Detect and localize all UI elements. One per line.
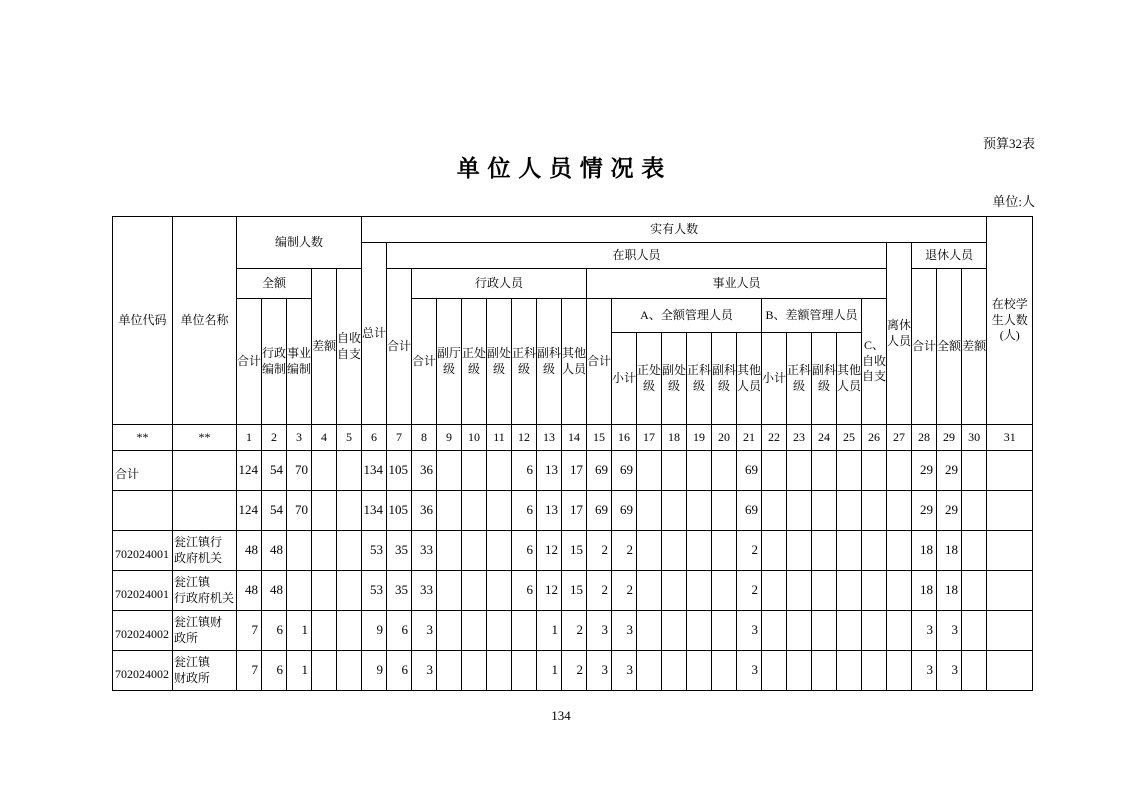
- col-star-code: **: [113, 425, 173, 451]
- value-cell: [337, 571, 362, 611]
- header-inservice-total: 合计: [387, 269, 412, 425]
- col-number-cell: 17: [637, 425, 662, 451]
- value-cell: 12: [537, 571, 562, 611]
- page-number: 134: [551, 708, 571, 723]
- value-cell: [862, 531, 887, 571]
- value-cell: [312, 611, 337, 651]
- unit-name-cell: 瓮江镇财 政所: [173, 611, 237, 651]
- col-number-cell: 2: [262, 425, 287, 451]
- value-cell: 3: [912, 651, 937, 691]
- header-b-other-staff: 其他人员: [837, 333, 862, 425]
- value-cell: [987, 611, 1033, 651]
- value-cell: [662, 571, 687, 611]
- value-cell: [812, 531, 837, 571]
- value-cell: 9: [362, 651, 387, 691]
- value-cell: [812, 651, 837, 691]
- unit-name-cell: 瓮江镇 行政府机关: [173, 571, 237, 611]
- value-cell: 12: [537, 531, 562, 571]
- table-row: [113, 451, 1033, 491]
- value-cell: [812, 491, 837, 531]
- value-cell: [712, 611, 737, 651]
- col-number-cell: 12: [512, 425, 537, 451]
- value-cell: 2: [737, 531, 762, 571]
- value-cell: 69: [737, 491, 762, 531]
- value-cell: [637, 571, 662, 611]
- table-row: [113, 531, 1033, 571]
- col-number-cell: 11: [487, 425, 512, 451]
- unit-name-cell: [173, 491, 237, 531]
- value-cell: [837, 491, 862, 531]
- value-cell: 134: [362, 451, 387, 491]
- value-cell: 3: [587, 611, 612, 651]
- value-cell: 1: [287, 651, 312, 691]
- header-admin-establishment: 行政编制: [262, 299, 287, 425]
- value-cell: [687, 651, 712, 691]
- value-cell: 6: [262, 651, 287, 691]
- value-cell: 6: [262, 611, 287, 651]
- value-cell: 36: [412, 451, 437, 491]
- col-number-cell: 13: [537, 425, 562, 451]
- value-cell: 3: [412, 651, 437, 691]
- value-cell: [837, 611, 862, 651]
- header-self-support: 自收自支: [337, 269, 362, 425]
- value-cell: [987, 531, 1033, 571]
- value-cell: 70: [287, 451, 312, 491]
- header-a-principal-chu: 正处级: [637, 333, 662, 425]
- table-container: [112, 216, 1033, 691]
- value-cell: 69: [587, 451, 612, 491]
- value-cell: 48: [237, 571, 262, 611]
- value-cell: [762, 571, 787, 611]
- value-cell: [312, 571, 337, 611]
- header-grand-total: 总计: [362, 243, 387, 425]
- value-cell: [762, 611, 787, 651]
- value-cell: 69: [587, 491, 612, 531]
- value-cell: [787, 571, 812, 611]
- value-cell: [637, 451, 662, 491]
- value-cell: [337, 531, 362, 571]
- col-number-cell: 3: [287, 425, 312, 451]
- value-cell: 15: [562, 531, 587, 571]
- value-cell: 6: [512, 451, 537, 491]
- unit-code-cell: [113, 491, 173, 531]
- header-career-staff: 事业人员: [587, 269, 887, 299]
- value-cell: [487, 611, 512, 651]
- value-cell: 124: [237, 491, 262, 531]
- value-cell: [687, 491, 712, 531]
- value-cell: [987, 451, 1033, 491]
- header-other-staff: 其他人员: [562, 299, 587, 425]
- value-cell: [462, 451, 487, 491]
- value-cell: [812, 611, 837, 651]
- value-cell: [887, 491, 912, 531]
- value-cell: 54: [262, 491, 287, 531]
- value-cell: [787, 611, 812, 651]
- value-cell: 2: [587, 571, 612, 611]
- value-cell: [437, 611, 462, 651]
- col-number-cell: 28: [912, 425, 937, 451]
- header-b-deputy-ke: 副科级: [812, 333, 837, 425]
- value-cell: 54: [262, 451, 287, 491]
- value-cell: 69: [737, 451, 762, 491]
- header-deputy-ke: 副科级: [537, 299, 562, 425]
- col-number-cell: 6: [362, 425, 387, 451]
- value-cell: 3: [587, 651, 612, 691]
- value-cell: [837, 651, 862, 691]
- value-cell: 2: [562, 611, 587, 651]
- value-cell: [987, 651, 1033, 691]
- value-cell: [512, 611, 537, 651]
- unit-code-cell: 702024002: [113, 611, 173, 651]
- value-cell: [462, 611, 487, 651]
- header-retired-total: 合计: [912, 269, 937, 425]
- value-cell: 105: [387, 491, 412, 531]
- header-retired-full: 全额: [937, 269, 962, 425]
- value-cell: 105: [387, 451, 412, 491]
- value-cell: [687, 531, 712, 571]
- value-cell: 134: [362, 491, 387, 531]
- value-cell: 3: [612, 651, 637, 691]
- col-number-cell: 26: [862, 425, 887, 451]
- value-cell: [287, 571, 312, 611]
- header-group-b: B、差额管理人员: [762, 299, 862, 333]
- value-cell: [887, 451, 912, 491]
- col-number-row: [113, 425, 1033, 451]
- value-cell: [762, 451, 787, 491]
- header-admin-staff: 行政人员: [412, 269, 587, 299]
- header-group-a: A、全额管理人员: [612, 299, 762, 333]
- value-cell: [337, 651, 362, 691]
- value-cell: [437, 491, 462, 531]
- value-cell: 29: [937, 451, 962, 491]
- value-cell: [712, 651, 737, 691]
- col-number-cell: 16: [612, 425, 637, 451]
- header-principal-ke: 正科级: [512, 299, 537, 425]
- value-cell: [862, 571, 887, 611]
- value-cell: 1: [537, 651, 562, 691]
- value-cell: 2: [612, 531, 637, 571]
- value-cell: [887, 651, 912, 691]
- value-cell: [712, 451, 737, 491]
- header-authorized-count: 编制人数: [237, 217, 362, 269]
- value-cell: 35: [387, 571, 412, 611]
- unit-name-cell: 瓮江镇 财政所: [173, 651, 237, 691]
- col-number-cell: 14: [562, 425, 587, 451]
- value-cell: [862, 491, 887, 531]
- header-a-deputy-chu: 副处级: [662, 333, 687, 425]
- value-cell: 48: [237, 531, 262, 571]
- value-cell: 18: [912, 531, 937, 571]
- value-cell: 36: [412, 491, 437, 531]
- value-cell: 1: [287, 611, 312, 651]
- table-row: [113, 571, 1033, 611]
- value-cell: 15: [562, 571, 587, 611]
- col-number-cell: 22: [762, 425, 787, 451]
- col-number-cell: 4: [312, 425, 337, 451]
- value-cell: 18: [912, 571, 937, 611]
- value-cell: 48: [262, 531, 287, 571]
- value-cell: [337, 491, 362, 531]
- value-cell: [487, 651, 512, 691]
- value-cell: [887, 611, 912, 651]
- col-number-cell: 5: [337, 425, 362, 451]
- value-cell: 9: [362, 611, 387, 651]
- value-cell: [287, 531, 312, 571]
- value-cell: [462, 571, 487, 611]
- col-number-cell: 30: [962, 425, 987, 451]
- value-cell: [962, 531, 987, 571]
- value-cell: [987, 571, 1033, 611]
- value-cell: [637, 531, 662, 571]
- value-cell: 6: [512, 571, 537, 611]
- col-number-cell: 20: [712, 425, 737, 451]
- col-number-cell: 10: [462, 425, 487, 451]
- value-cell: [487, 531, 512, 571]
- unit-code-cell: 702024001: [113, 571, 173, 611]
- value-cell: [312, 451, 337, 491]
- unit-code-cell: 合计: [113, 451, 173, 491]
- value-cell: [637, 611, 662, 651]
- col-number-cell: 27: [887, 425, 912, 451]
- value-cell: [787, 451, 812, 491]
- value-cell: [962, 451, 987, 491]
- col-number-cell: 29: [937, 425, 962, 451]
- value-cell: 6: [387, 611, 412, 651]
- col-number-cell: 23: [787, 425, 812, 451]
- value-cell: 53: [362, 531, 387, 571]
- value-cell: 17: [562, 451, 587, 491]
- value-cell: [487, 491, 512, 531]
- value-cell: [662, 451, 687, 491]
- col-number-cell: 1: [237, 425, 262, 451]
- value-cell: [662, 491, 687, 531]
- value-cell: [312, 491, 337, 531]
- value-cell: [962, 651, 987, 691]
- header-retired-diff: 差额: [962, 269, 987, 425]
- table-row: [113, 651, 1033, 691]
- value-cell: [687, 451, 712, 491]
- value-cell: 3: [937, 651, 962, 691]
- col-number-cell: 15: [587, 425, 612, 451]
- value-cell: 33: [412, 531, 437, 571]
- value-cell: [437, 571, 462, 611]
- table-row: [113, 611, 1033, 651]
- value-cell: [662, 611, 687, 651]
- unit-name-cell: 瓮江镇行 政府机关: [173, 531, 237, 571]
- header-b-subtotal: 小计: [762, 333, 787, 425]
- col-number-cell: 8: [412, 425, 437, 451]
- header-deputy-ting: 副厅级: [437, 299, 462, 425]
- value-cell: 7: [237, 611, 262, 651]
- header-in-service: 在职人员: [387, 243, 887, 269]
- value-cell: [837, 571, 862, 611]
- value-cell: [687, 611, 712, 651]
- table-body: [113, 451, 1033, 691]
- header-unit-name: 单位名称: [173, 217, 237, 425]
- value-cell: [637, 491, 662, 531]
- value-cell: [712, 571, 737, 611]
- value-cell: 18: [937, 531, 962, 571]
- value-cell: 29: [912, 451, 937, 491]
- header-tuixiu: 退休人员: [912, 243, 987, 269]
- header-diff-amount: 差额: [312, 269, 337, 425]
- budget-table-label: 预算32表: [982, 136, 1035, 151]
- value-cell: 2: [612, 571, 637, 611]
- value-cell: [462, 531, 487, 571]
- header-actual-count: 实有人数: [362, 217, 987, 243]
- value-cell: 2: [562, 651, 587, 691]
- value-cell: [762, 651, 787, 691]
- value-cell: [987, 491, 1033, 531]
- value-cell: 33: [412, 571, 437, 611]
- value-cell: [662, 531, 687, 571]
- value-cell: 3: [912, 611, 937, 651]
- value-cell: 6: [512, 531, 537, 571]
- unit-name-cell: [173, 451, 237, 491]
- value-cell: [462, 651, 487, 691]
- header-lixiu: 离休人员: [887, 243, 912, 425]
- col-number-cell: 7: [387, 425, 412, 451]
- value-cell: 18: [937, 571, 962, 611]
- header-auth-total: 合计: [237, 299, 262, 425]
- personnel-table: [112, 216, 1033, 691]
- value-cell: [887, 571, 912, 611]
- header-b-principal-ke: 正科级: [787, 333, 812, 425]
- header-a-principal-ke: 正科级: [687, 333, 712, 425]
- value-cell: [962, 571, 987, 611]
- value-cell: [762, 531, 787, 571]
- value-cell: [312, 531, 337, 571]
- col-number-cell: 24: [812, 425, 837, 451]
- header-career-total: 合计: [587, 299, 612, 425]
- value-cell: [837, 531, 862, 571]
- header-principal-chu: 正处级: [462, 299, 487, 425]
- value-cell: [437, 651, 462, 691]
- col-number-cell: 19: [687, 425, 712, 451]
- value-cell: [837, 451, 862, 491]
- header-group-c: C、自收自支: [862, 299, 887, 425]
- value-cell: 70: [287, 491, 312, 531]
- unit-code-cell: 702024001: [113, 531, 173, 571]
- header-unit-code: 单位代码: [113, 217, 173, 425]
- value-cell: 35: [387, 531, 412, 571]
- value-cell: [337, 611, 362, 651]
- value-cell: 6: [512, 491, 537, 531]
- value-cell: [487, 451, 512, 491]
- value-cell: 48: [262, 571, 287, 611]
- header-a-subtotal: 小计: [612, 333, 637, 425]
- value-cell: [962, 611, 987, 651]
- value-cell: 29: [912, 491, 937, 531]
- header-admin-total: 合计: [412, 299, 437, 425]
- value-cell: [862, 451, 887, 491]
- value-cell: [487, 571, 512, 611]
- value-cell: [312, 651, 337, 691]
- value-cell: 7: [237, 651, 262, 691]
- value-cell: [787, 651, 812, 691]
- header-a-other-staff: 其他人员: [737, 333, 762, 425]
- value-cell: [762, 491, 787, 531]
- value-cell: 69: [612, 491, 637, 531]
- value-cell: [962, 491, 987, 531]
- value-cell: [437, 451, 462, 491]
- col-star-name: **: [173, 425, 237, 451]
- value-cell: [437, 531, 462, 571]
- value-cell: 3: [937, 611, 962, 651]
- value-cell: [812, 451, 837, 491]
- value-cell: [787, 531, 812, 571]
- header-students: 在校学生人数(人): [987, 217, 1033, 425]
- value-cell: [787, 491, 812, 531]
- value-cell: [512, 651, 537, 691]
- value-cell: [462, 491, 487, 531]
- value-cell: 2: [737, 571, 762, 611]
- col-number-cell: 18: [662, 425, 687, 451]
- value-cell: 2: [587, 531, 612, 571]
- value-cell: 1: [537, 611, 562, 651]
- col-number-cell: 21: [737, 425, 762, 451]
- value-cell: [887, 531, 912, 571]
- value-cell: 29: [937, 491, 962, 531]
- value-cell: 3: [737, 611, 762, 651]
- value-cell: [687, 571, 712, 611]
- value-cell: 69: [612, 451, 637, 491]
- unit-code-cell: 702024002: [113, 651, 173, 691]
- value-cell: 13: [537, 491, 562, 531]
- col-number-cell: 25: [837, 425, 862, 451]
- value-cell: 53: [362, 571, 387, 611]
- value-cell: [337, 451, 362, 491]
- page-title: 单 位 人 员 情 况 表: [456, 156, 666, 181]
- col-number-cell: 9: [437, 425, 462, 451]
- header-deputy-chu: 副处级: [487, 299, 512, 425]
- value-cell: [712, 531, 737, 571]
- header-full-amount: 全额: [237, 269, 312, 299]
- col-number-cell: 31: [987, 425, 1033, 451]
- header-career-establishment: 事业编制: [287, 299, 312, 425]
- value-cell: [637, 651, 662, 691]
- value-cell: [862, 611, 887, 651]
- value-cell: 3: [737, 651, 762, 691]
- table-row: [113, 491, 1033, 531]
- value-cell: [812, 571, 837, 611]
- header-a-deputy-ke: 副科级: [712, 333, 737, 425]
- value-cell: 17: [562, 491, 587, 531]
- value-cell: 6: [387, 651, 412, 691]
- value-cell: [662, 651, 687, 691]
- unit-of-measure-label: 单位:人: [992, 194, 1035, 209]
- value-cell: 3: [612, 611, 637, 651]
- value-cell: 13: [537, 451, 562, 491]
- value-cell: [862, 651, 887, 691]
- value-cell: [712, 491, 737, 531]
- value-cell: 3: [412, 611, 437, 651]
- value-cell: 124: [237, 451, 262, 491]
